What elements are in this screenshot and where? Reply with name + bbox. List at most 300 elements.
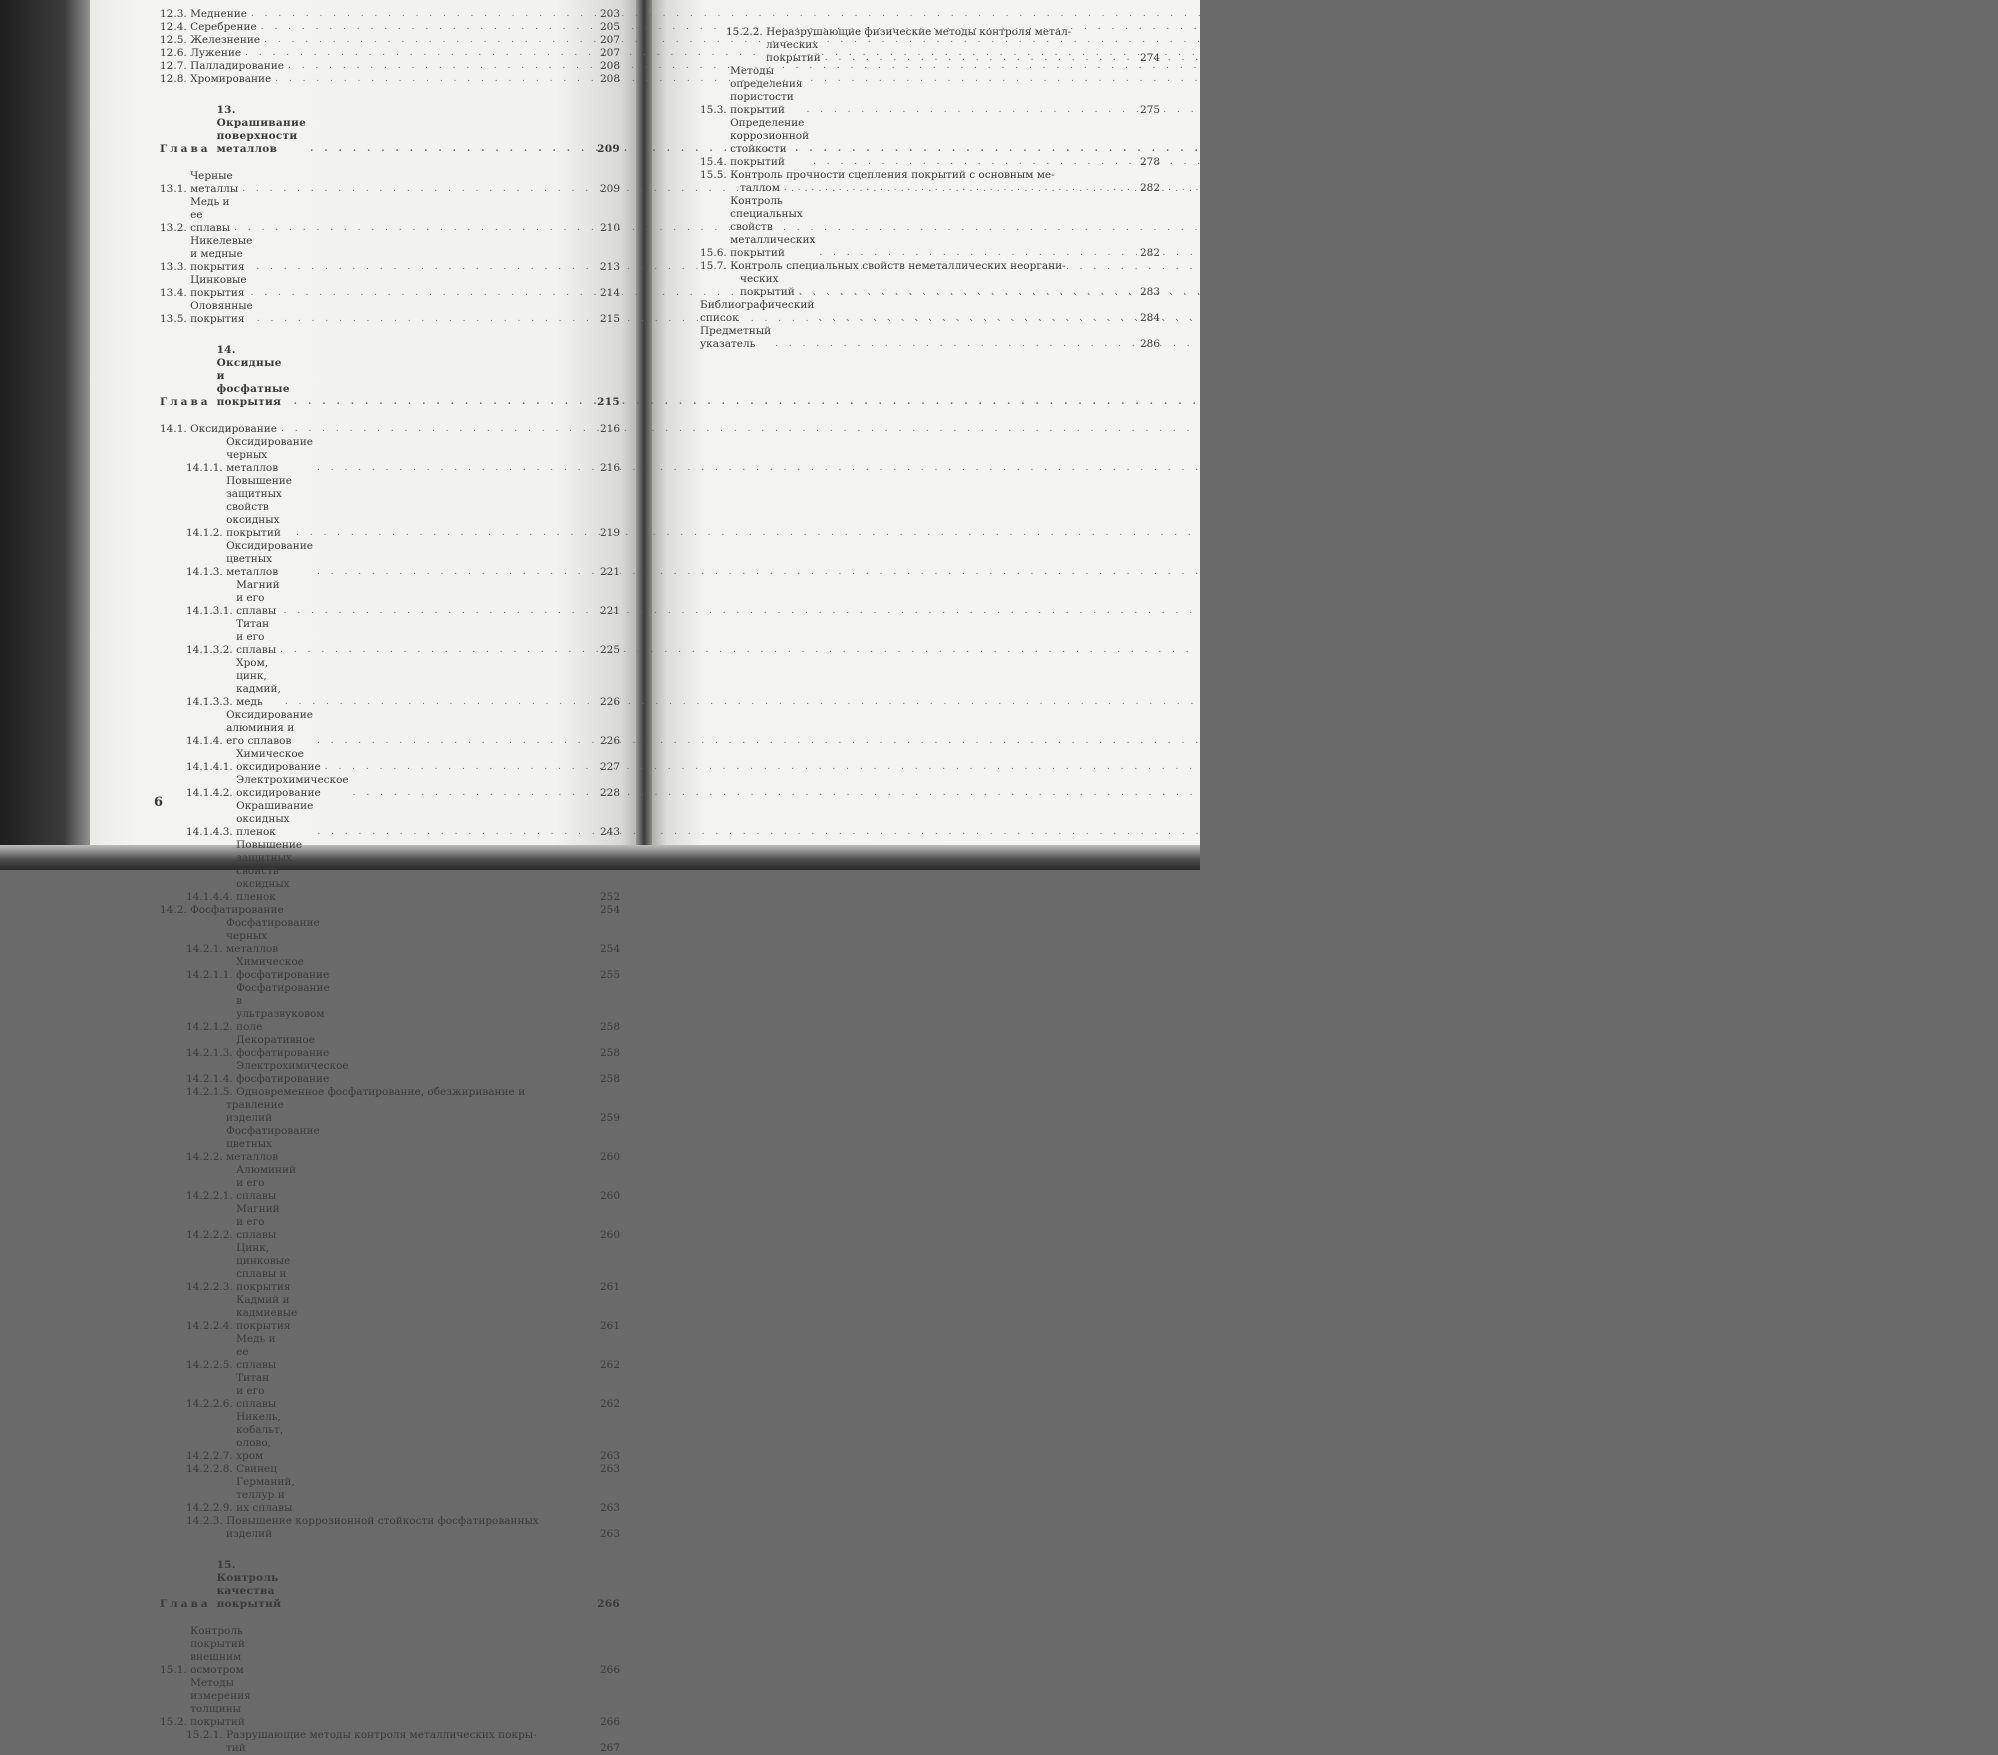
toc-entry-page: 221 [599, 566, 620, 578]
toc-entry-line [186, 1086, 590, 1099]
book-edge-left [0, 0, 92, 870]
toc-entry [160, 1164, 620, 1203]
leader-dots [795, 286, 1972, 299]
toc-entry [160, 800, 620, 839]
toc-entry [160, 917, 620, 956]
toc-entry [700, 299, 1160, 325]
toc-entry-title: Химическое оксидирование [236, 748, 321, 773]
toc-entry-title: Меднение [190, 8, 247, 20]
toc-entry-page: 266 [599, 1716, 620, 1728]
toc-entry-body [700, 299, 1130, 325]
toc-entry-body [186, 618, 590, 657]
leader-dots [280, 605, 1457, 618]
leader-dots [290, 396, 1514, 409]
toc-entry-number: 14.2.2.7. [186, 1450, 237, 1462]
leader-dots [329, 969, 1506, 982]
toc-entry-body [186, 1242, 590, 1294]
toc-entry-page: 274 [1139, 52, 1160, 64]
toc-entry-number: 15.4. [700, 156, 731, 168]
toc-entry-number: 14.1.3. [186, 566, 227, 578]
toc-entry-number: 14.2.1.5. [186, 1086, 237, 1098]
toc-entry-title: Оксидирование алюминия и его сплавов [226, 709, 314, 747]
toc-entry-title: Повышение защитных свойств оксидных покрытий [226, 475, 293, 539]
leader-dots [276, 1398, 1453, 1411]
toc-entry-body [186, 475, 590, 540]
toc-entry [700, 117, 1160, 169]
page-number: 6 [154, 795, 164, 810]
toc-entry [160, 1294, 620, 1333]
toc-entry-number: 12.8. [160, 73, 191, 85]
toc-entry-number: 14.2.2.5. [186, 1359, 237, 1371]
leader-dots [283, 1450, 1460, 1463]
toc-entry-body [160, 170, 590, 196]
chapter-page: 209 [597, 143, 620, 155]
toc-entry-number: 12.3. [160, 8, 191, 20]
toc-entry-number: 12.5. [160, 34, 191, 46]
toc-entry-page: 263 [599, 1528, 620, 1540]
toc-entry-body [186, 436, 590, 475]
toc-entry-number: 14.2.2.4. [186, 1320, 237, 1332]
toc-entry [160, 1463, 620, 1476]
toc-entry-body [186, 1729, 590, 1755]
toc-entry [160, 904, 620, 917]
toc-entry-body [186, 1476, 590, 1515]
toc-entry-number: 14.2.1.2. [186, 1021, 237, 1033]
leader-dots [276, 644, 1453, 657]
toc-entry [700, 65, 1160, 117]
toc-entry-line [186, 1729, 590, 1742]
toc-entry-body [186, 1164, 590, 1203]
table-of-contents-left [160, 8, 620, 1755]
toc-entry [160, 436, 620, 475]
toc-entry-page: 262 [599, 1359, 620, 1371]
spacer [160, 156, 620, 170]
toc-entry-page: 252 [599, 891, 620, 903]
toc-entry-body [186, 1060, 590, 1086]
toc-entry-page: 219 [599, 527, 620, 539]
toc-entry-title: Палладирование [190, 60, 284, 72]
toc-entry-line [726, 26, 1130, 39]
toc-entry-title: Лужение [190, 47, 242, 59]
toc-entry-number: 14.1.2. [186, 527, 227, 539]
toc-entry-title: Железнение [190, 34, 261, 46]
toc-entry-body [700, 169, 1130, 195]
toc-entry-body [700, 117, 1130, 169]
leader-dots [320, 943, 1497, 956]
leader-dots [809, 156, 1986, 169]
toc-entry-title-continued: травление изделий [226, 1099, 284, 1124]
toc-entry-body [186, 800, 590, 839]
chapter-title: 15. Контроль качества покрытий [216, 1559, 282, 1610]
toc-entry [700, 325, 1160, 351]
toc-entry-title: Разрушающие методы контроля металлических покры- [226, 1729, 537, 1741]
toc-entry [160, 839, 620, 904]
toc-entry-page: 254 [599, 943, 620, 955]
leader-dots [281, 696, 1458, 709]
toc-entry-page: 260 [599, 1190, 620, 1202]
toc-entry-page: 260 [599, 1229, 620, 1241]
toc-entry-number: 14.1.3.3. [186, 696, 237, 708]
toc-entry-title-continued: ческих покрытий [740, 273, 795, 298]
toc-entry-title: Никелевые и медные покрытия [190, 235, 253, 273]
leader-dots [349, 1073, 1526, 1086]
toc-entry-title-continued: изделий [226, 1528, 273, 1540]
leader-dots [272, 1528, 1449, 1541]
toc-entry-number: 13.5. [160, 313, 191, 325]
toc-entry-line [186, 1528, 590, 1541]
toc-entry-page: 254 [599, 904, 620, 916]
toc-entry [700, 169, 1160, 195]
toc-entry-title: Черные металлы [190, 170, 239, 195]
leader-dots [313, 566, 1490, 579]
toc-entry-page: 225 [599, 644, 620, 656]
toc-entry-number: 15.5. [700, 169, 731, 181]
toc-entry-number: 15.2.1. [186, 1729, 227, 1741]
toc-entry-page: 263 [599, 1450, 620, 1462]
toc-entry [160, 1476, 620, 1515]
leader-dots [290, 1281, 1467, 1294]
toc-entry-title-continued: лических покрытий [766, 39, 821, 64]
leader-dots [771, 338, 1948, 351]
toc-entry-body [726, 26, 1130, 65]
toc-entry-body [160, 34, 590, 47]
toc-entry-number: 14.2.2.3. [186, 1281, 237, 1293]
toc-entry-title: Контроль специальных свойств металлических покрытий [730, 195, 816, 259]
toc-entry-body [186, 709, 590, 748]
leader-dots [251, 1716, 1428, 1729]
toc-entry-title: Магний и его сплавы [236, 579, 280, 617]
toc-entry-line [186, 1742, 590, 1755]
toc-entry-title-continued: тий [226, 1742, 246, 1754]
toc-entry-title: Никель, кобальт, олово, хром [236, 1411, 284, 1462]
chapter-heading-body [160, 104, 590, 156]
leader-dots [780, 182, 1957, 195]
chapter-label: Глава [160, 1598, 211, 1610]
toc-entry-number: 14.1.3.1. [186, 605, 237, 617]
toc-entry-page: 258 [599, 1021, 620, 1033]
toc-entry-page: 213 [599, 261, 620, 273]
leader-dots [329, 1047, 1506, 1060]
spacer [160, 1611, 620, 1625]
toc-entry-page: 203 [599, 8, 620, 20]
toc-entry-number: 14.1.4.1. [186, 761, 237, 773]
toc-entry [160, 748, 620, 774]
toc-entry [160, 1625, 620, 1677]
toc-entry-page: 227 [599, 761, 620, 773]
chapter-title: 14. Оксидные и фосфатные покрытия [216, 344, 290, 408]
toc-entry-title: Неразрушающие физические методы контроля метал- [766, 26, 1072, 38]
leader-dots [295, 1502, 1472, 1515]
toc-entry-page: 278 [1139, 156, 1160, 168]
toc-entry-number: 12.7. [160, 60, 191, 72]
leader-dots [292, 527, 1469, 540]
toc-entry-title: Методы измерения толщины покрытий [190, 1677, 251, 1728]
toc-entry-number: 14.2.2. [186, 1151, 227, 1163]
toc-entry-title: Определение коррозионной стойкости покрытий [730, 117, 810, 168]
toc-entry [160, 1060, 620, 1086]
toc-entry [160, 34, 620, 47]
toc-entry [160, 1411, 620, 1463]
toc-entry-body [186, 748, 590, 774]
toc-entry-title: Декоративное фосфатирование [236, 1034, 330, 1059]
toc-entry-number: 14.2.1.4. [186, 1073, 237, 1085]
toc-entry-page: 209 [599, 183, 620, 195]
toc-entry-page: 243 [599, 826, 620, 838]
toc-entry-page: 226 [599, 696, 620, 708]
toc-entry-body [186, 956, 590, 982]
toc-entry-title: Фосфатирование черных металлов [226, 917, 320, 955]
toc-entry-title: Электрохимическое фосфатирование [236, 1060, 349, 1085]
toc-entry-body [186, 1411, 590, 1463]
toc-entry-title: Окрашивание оксидных пленок [236, 800, 314, 838]
toc-entry-line [700, 169, 1130, 182]
toc-entry-number: 14.1.3.2. [186, 644, 237, 656]
toc-entry-number: 15.2.2. [726, 26, 767, 38]
toc-entry-title-continued: таллом [740, 182, 780, 194]
toc-entry-title: Предметный указатель [700, 325, 772, 350]
toc-entry-page: 207 [599, 34, 620, 46]
toc-entry-number: 14.1.4.4. [186, 891, 237, 903]
toc-entry-body [160, 423, 590, 436]
toc-entry-page: 262 [599, 1398, 620, 1410]
toc-entry-title: Фосфатирование [190, 904, 284, 916]
toc-entry-number: 14.2.1.3. [186, 1047, 237, 1059]
chapter-label: Глава [160, 143, 211, 155]
leader-dots [814, 312, 1991, 325]
toc-entry-body [186, 982, 590, 1034]
toc-entry-body [186, 1333, 590, 1372]
toc-entry-line [186, 1099, 590, 1125]
leader-dots [815, 247, 1992, 260]
toc-entry-title: Электрохимическое оксидирование [236, 774, 349, 799]
toc-entry-page: 261 [599, 1281, 620, 1293]
toc-entry-body [160, 196, 590, 235]
toc-entry [160, 8, 620, 21]
toc-entry-body [160, 300, 590, 326]
toc-entry-page: 215 [599, 313, 620, 325]
toc-entry [160, 300, 620, 326]
toc-entry-title: Контроль покрытий внешним осмотром [190, 1625, 245, 1676]
toc-entry-body [160, 235, 590, 274]
toc-entry-body [160, 904, 590, 917]
toc-entry [160, 60, 620, 73]
toc-entry [700, 26, 1160, 65]
toc-entry-page: 263 [599, 1502, 620, 1514]
leader-dots [821, 52, 1998, 65]
toc-entry-page: 255 [599, 969, 620, 981]
leader-dots [330, 1021, 1507, 1034]
toc-entry-page: 210 [599, 222, 620, 234]
toc-entry-body [700, 260, 1130, 299]
toc-entry-page: 258 [599, 1073, 620, 1085]
leader-dots [277, 423, 1454, 436]
toc-entry-title: Фосфатирование цветных металлов [226, 1125, 320, 1163]
toc-entry-page: 275 [1139, 104, 1160, 116]
spacer [160, 409, 620, 423]
toc-entry-body [186, 657, 590, 709]
toc-entry-page: 261 [599, 1320, 620, 1332]
toc-entry-body [186, 917, 590, 956]
toc-entry [160, 1333, 620, 1372]
toc-entry-page: 259 [599, 1112, 620, 1124]
toc-entry-body [186, 1203, 590, 1242]
toc-entry [700, 260, 1160, 299]
toc-entry-title: Контроль специальных свойств неметаллических неоргани- [730, 260, 1066, 272]
leader-dots [277, 1463, 1454, 1476]
toc-entry-body [186, 839, 590, 904]
toc-entry-title: Титан и его сплавы [236, 618, 277, 656]
toc-entry-page: 226 [599, 735, 620, 747]
toc-entry-page: 208 [599, 73, 620, 85]
toc-entry-title: Химическое фосфатирование [236, 956, 330, 981]
leader-dots [321, 761, 1498, 774]
chapter-title: 13. Окрашивание поверхности металлов [216, 104, 307, 155]
toc-entry-number: 14.2.3. [186, 1515, 227, 1527]
toc-entry-number: 13.3. [160, 261, 191, 273]
toc-entry-line [700, 260, 1130, 273]
toc-entry-title: Повышение защитных свойств оксидных пленок [236, 839, 303, 903]
toc-entry-number: 15.1. [160, 1664, 191, 1676]
toc-entry [160, 423, 620, 436]
toc-entry [160, 1515, 620, 1541]
leader-dots [803, 104, 1980, 117]
toc-entry-title: Кадмий и кадмиевые покрытия [236, 1294, 298, 1332]
toc-entry-number: 12.6. [160, 47, 191, 59]
toc-entry-number: 15.2. [160, 1716, 191, 1728]
toc-entry-body [186, 1515, 590, 1541]
toc-entry-title: Свинец [236, 1463, 278, 1475]
toc-entry [160, 709, 620, 748]
spacer [160, 326, 620, 344]
toc-entry [160, 235, 620, 274]
toc-entry-title: Магний и его сплавы [236, 1203, 280, 1241]
toc-entry [160, 1729, 620, 1755]
toc-entry-body [160, 60, 590, 73]
toc-entry-title: Хромирование [190, 73, 272, 85]
toc-entry-page: 286 [1139, 338, 1160, 350]
toc-entry [160, 274, 620, 300]
toc-entry [160, 475, 620, 540]
toc-entry-number: 14.2.1.1. [186, 969, 237, 981]
toc-entry-body [160, 8, 590, 21]
toc-entry-number: 12.4. [160, 21, 191, 33]
leader-dots [246, 1742, 1423, 1755]
chapter-page: 215 [597, 396, 620, 408]
table-of-contents-right [700, 26, 1160, 351]
leader-dots [302, 891, 1479, 904]
chapter-heading-body [160, 344, 590, 409]
toc-entry-title: Серебрение [190, 21, 257, 33]
toc-entry-number: 15.3. [700, 104, 731, 116]
leader-dots [284, 904, 1461, 917]
toc-entry-body [186, 1034, 590, 1060]
toc-entry-page: 283 [1139, 286, 1160, 298]
chapter-heading [160, 344, 620, 409]
toc-entry-title: Цинковые покрытия [190, 274, 247, 299]
toc-entry-title: Повышение коррозионной стойкости фосфатированных [226, 1515, 539, 1527]
leader-dots [313, 735, 1490, 748]
toc-entry-number: 14.2.2.6. [186, 1398, 237, 1410]
toc-entry-number: 14.2. [160, 904, 191, 916]
toc-entry-body [160, 274, 590, 300]
toc-entry-body [186, 1372, 590, 1411]
toc-entry-page: 216 [599, 423, 620, 435]
toc-entry-body [186, 774, 590, 800]
leader-dots [349, 787, 1526, 800]
toc-entry-line [186, 1515, 590, 1528]
toc-entry-page: 258 [599, 1047, 620, 1059]
toc-entry-body [186, 1463, 590, 1476]
toc-entry [160, 47, 620, 60]
toc-entry [160, 540, 620, 579]
toc-entry-body [186, 1086, 590, 1125]
toc-entry-page: 208 [599, 60, 620, 72]
toc-entry-page: 260 [599, 1151, 620, 1163]
leader-dots [297, 1320, 1474, 1333]
toc-entry [160, 1242, 620, 1294]
toc-entry-line [726, 39, 1130, 65]
toc-entry [160, 618, 620, 657]
toc-entry-title: Цинк, цинковые сплавы и покрытия [236, 1242, 291, 1293]
toc-entry [160, 196, 620, 235]
toc-entry-body [186, 579, 590, 618]
toc-entry-page: 266 [599, 1664, 620, 1676]
toc-entry-body [160, 47, 590, 60]
toc-entry [160, 1372, 620, 1411]
toc-entry-title: Оксидирование [190, 423, 278, 435]
leader-dots [245, 1664, 1422, 1677]
toc-entry-number: 14.2.2.2. [186, 1229, 237, 1241]
toc-entry-number: 14.1.4.2. [186, 787, 237, 799]
toc-entry [160, 170, 620, 196]
chapter-heading [160, 1559, 620, 1611]
toc-entry-page: 284 [1139, 312, 1160, 324]
toc-entry-line [700, 182, 1130, 195]
toc-entry-page: 207 [599, 47, 620, 59]
toc-entry-title: Оксидирование цветных металлов [226, 540, 314, 578]
chapter-heading [160, 104, 620, 156]
toc-entry [160, 73, 620, 86]
chapter-heading-body [160, 1559, 590, 1611]
toc-entry-number: 14.1.4.3. [186, 826, 237, 838]
toc-entry-title: Хром, цинк, кадмий, медь [236, 657, 281, 708]
toc-entry-number: 15.7. [700, 260, 731, 272]
toc-entry [160, 1125, 620, 1164]
toc-entry-page: 228 [599, 787, 620, 799]
chapter-page: 266 [597, 1598, 620, 1610]
toc-entry-body [186, 1125, 590, 1164]
toc-entry-line [700, 273, 1130, 299]
toc-entry [160, 982, 620, 1034]
leader-dots [284, 1112, 1461, 1125]
toc-entry-body [160, 1677, 590, 1729]
toc-entry-title: Одновременное фосфатирование, обезжиривание и [236, 1086, 526, 1098]
leader-dots [320, 1151, 1497, 1164]
toc-entry-number: 14.1.1. [186, 462, 227, 474]
toc-entry-body [186, 1294, 590, 1333]
toc-entry-number: 13.4. [160, 287, 191, 299]
toc-entry-body [160, 73, 590, 86]
leader-dots [296, 1190, 1473, 1203]
leader-dots [280, 1229, 1457, 1242]
toc-entry-title: Методы определения пористости покрытий [730, 65, 803, 116]
toc-entry-body [700, 325, 1130, 351]
toc-entry [160, 1677, 620, 1729]
toc-entry-body [160, 21, 590, 34]
toc-entry-title: Оловянные покрытия [190, 300, 253, 325]
toc-entry-title: Фосфатирование в ультразвуковом поле [236, 982, 330, 1033]
leader-dots [313, 462, 1490, 475]
